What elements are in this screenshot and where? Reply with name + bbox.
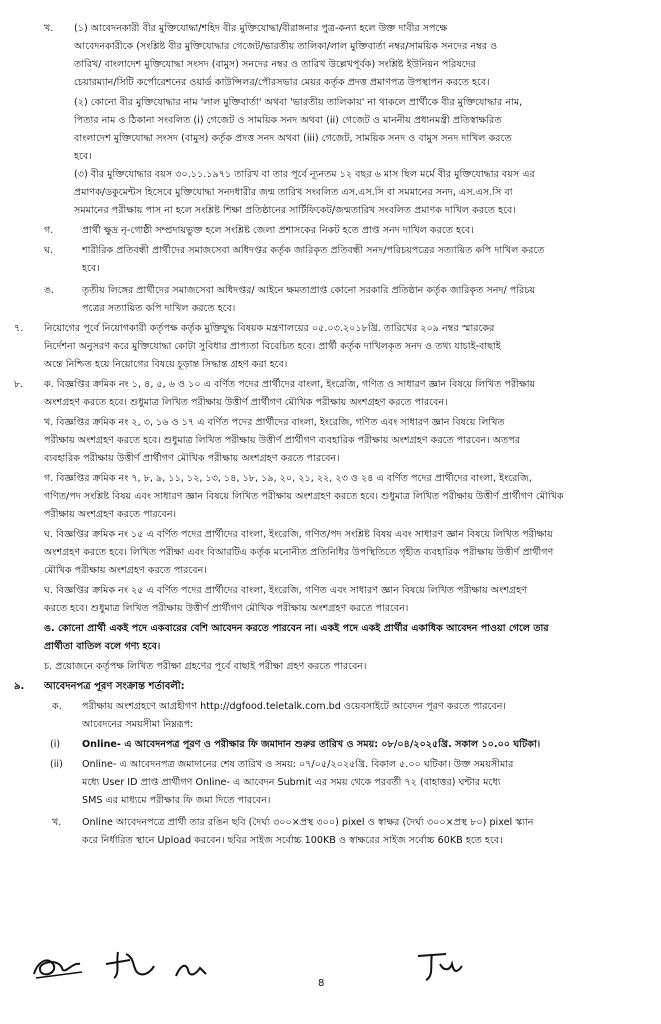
signature-mark [28, 950, 88, 984]
text-line: পরীক্ষায় অংশগ্রহণ করতে পারবেন। [44, 509, 176, 520]
text-line: মধ্যে User ID প্রাপ্ত প্রার্থীগণ Online- এ আবেদন Submit এর সময় থেকে পরবর্তী ৭২ (বাহাত্তর) ঘন্টার মধ্যে [82, 777, 501, 788]
text-line: নিয়োগের পূর্বে নিয়োগকারী কর্তৃপক্ষ কর্তৃক মুক্তিযুদ্ধ বিষয়ক মন্ত্রণালয়ের ০৫.০৩.২০১৮খ্রি. তারিখের ২০৯ নম্বর স্মারকের [44, 323, 495, 334]
text-line: ঘ. বিজ্ঞপ্তির ক্রমিক নং ১৫ এ বর্ণিত পদের প্রার্থীদের বাংলা, ইংরেজি, গণিত/পদ সংশ্লিষ্ট বিষয় এবং সাধারণ জ্ঞান বিষয়ে লিখিত পরীক্ষায় [44, 529, 553, 540]
text-line-bold: প্রার্থীতা বাতিল বলে গণ্য হবে। [44, 641, 161, 652]
text-line-bold: Online- এ আবেদনপত্র পূরণ ও পরীক্ষার ফি জমাদান শুরুর তারিখ ও সময়: ০৮/০৪/২০২৫খ্রি. সকাল ১০.০০ ঘটিকা। [82, 739, 541, 750]
text-line: ঘ. বিজ্ঞপ্তির ক্রমিক নং ২৫ এ বর্ণিত পদের প্রার্থীদের বাংলা, ইংরেজি, গণিত এবং সাধারণ জ্ঞান বিষয়ে লিখিত পরীক্ষায় অংশগ্রহণ [44, 585, 527, 596]
text-line: মৌখিক পরীক্ষায় অংশগ্রহণ করতে পারবেন। [44, 565, 207, 576]
item-marker: খ. [44, 23, 54, 34]
item-marker: (ii) [50, 759, 63, 770]
text-line: (২) কোনো বীর মুক্তিযোদ্ধার নাম 'লাল মুক্তিবার্তা' অথবা 'ভারতীয় তালিকায়' না থাকলে প্রার্থীকে বীর মুক্তিযোদ্ধার নাম, [74, 97, 523, 108]
section-number: ৮. [14, 379, 24, 390]
text-line: SMS এর মাধ্যমে পরীক্ষার ফি জমা দিতে পারবেন। [82, 795, 271, 806]
text-line: আবেদনের সময়সীমা নিম্নরূপ: [82, 719, 194, 730]
item-marker: ঙ. [44, 285, 55, 296]
text-line: প্রমাণক/ডকুমেন্টস হিসেবে মুক্তিযোদ্ধা সনদধারীর জন্ম তারিখ সংবলিত এস.এস.সি বা সমমানের সনদ, এস.এস.সি বা [74, 187, 513, 198]
text-line: হবে। [82, 263, 100, 274]
text-line: (৩) বীর মুক্তিযোদ্ধার বয়স ৩০.১১.১৯৭১ তারিখ বা তার পূর্বে ন্যূনতম ১২ বছর ৬ মাস ছিল মর্মে বীর মুক্তিযোদ্ধার বয়স এর [74, 169, 535, 180]
text-line: আবেদনকারীকে (সংশ্লিষ্ট বীর মুক্তিযোদ্ধার গেজেট/ভারতীয় তালিকা/লাল মুক্তিবার্তা নম্বর/সাময়িক সনদের নম্বর ও [74, 41, 498, 52]
text-line: Online- এ আবেদনপত্র জমাদানের শেষ তারিখ ও সময়: ০৭/০৫/২০২৫খ্রি. বিকাল ৫.০০ ঘটিকা। উক্ত সময়সীমার [82, 759, 514, 770]
text-line: পরীক্ষায় অংশগ্রহণে আগ্রহীগণ http://dgfood.teletalk.com.bd ওয়েবসাইটে আবেদন পূরণ করতে পারবেন। [82, 701, 506, 712]
section-number: ৭. [14, 323, 24, 334]
text-line: চেয়ারম্যান/সিটি কর্পোরেশনের ওয়ার্ড কাউন্সিলর/পৌরসভার মেয়র কর্তৃক প্রদত্ত প্রমাণপত্র উপস্থাপন করতে হবে। [74, 77, 490, 88]
text-line: প্রার্থী ক্ষুদ্র নৃ-গোষ্ঠী সম্প্রদায়ভুক্ত হলে সংশ্লিষ্ট জেলা প্রশাসকের নিকট হতে প্রাপ্ত সনদ দাখিল করতে হবে। [82, 225, 474, 236]
text-line-bold: ঙ. কোনো প্রার্থী একই পদে একবারের বেশি আবেদন করতে পারবেন না। একই পদে একই প্রার্থীর একাধিক আবেদন পাওয়া গেলে তার [44, 623, 549, 634]
text-line: অংশগ্রহণ করতে হবে। শুধুমাত্র লিখিত পরীক্ষায় উত্তীর্ণ প্রার্থীগণ মৌখিক পরীক্ষায় অংশগ্রহণ করতে পারবেন। [44, 397, 448, 408]
text-line: করে নির্ধারিত স্থানে Upload করবেন। ছবির সাইজ সর্বোচ্চ 100KB ও স্বাক্ষরের সাইজ সর্বোচ্চ 60KB হতে হবে। [82, 835, 503, 846]
item-marker: গ. [44, 225, 54, 236]
section-heading: আবেদনপত্র পূরণ সংক্রান্ত শর্তাবলী: [44, 681, 185, 692]
text-line: পরীক্ষায় অংশগ্রহণ করতে হবে। শুধুমাত্র লিখিত পরীক্ষায় উত্তীর্ণ প্রার্থীগণ ব্যবহারিক পরীক্ষায় অংশগ্রহণ করতে পারবেন। অতপর [44, 435, 520, 446]
text-line: সমমানের পরীক্ষায় পাস না হলে সংশ্লিষ্ট শিক্ষা প্রতিষ্ঠানের সার্টিফিকেট/জন্মতারিখ সংবলিত প্রমাণক দাখিল করতে হবে। [74, 205, 516, 216]
text-line: খ. বিজ্ঞপ্তির ক্রমিক নং ২, ৩, ১৬ ও ১৭ এ বর্ণিত পদের প্রার্থীদের বাংলা, ইংরেজি, গণিত এবং সাধারণ জ্ঞান বিষয়ে লিখিত [44, 417, 505, 428]
text-line: বাংলাদেশ মুক্তিযোদ্ধা সংসদ (বামুস) কর্তৃক প্রদত্ত সনদ অথবা (iii) গেজেট, সাময়িক সনদ ও বামুস সনদ দাখিল করতে [74, 133, 512, 144]
text-line: (১) আবেদনকারী বীর মুক্তিযোদ্ধা/শহিদ বীর মুক্তিযোদ্ধা/বীরাঙ্গনার পুত্র-কন্যা হলে উক্ত দাবীর সপক্ষে [74, 23, 448, 34]
text-line: ক. বিজ্ঞপ্তির ক্রমিক নং ১, ৪, ৫, ৬ ও ১০ এ বর্ণিত পদের প্রার্থীদের বাংলা, ইংরেজি, গণিত ও সাধারণ জ্ঞান বিষয়ে লিখিত পরীক্ষায় [44, 379, 536, 390]
signature-mark [412, 946, 468, 986]
text-line: পিতার নাম ও ঠিকানা সংবলিত (i) গেজেট ও সাময়িক সনদ অথবা (ii) গেজেট ও মাননীয় প্রধানমন্ত্রী প্রতিস্বাক্ষরিত [74, 115, 502, 126]
text-line: ব্যবহারিক পরীক্ষায় উত্তীর্ণ প্রার্থীগণ মৌখিক পরীক্ষায় অংশগ্রহণ করতে পারবেন। [44, 453, 340, 464]
text-line: নির্দেশনা অনুসরণ করে মুক্তিযোদ্ধা কোটা সুবিধার প্রাপ্যতা বিবেচিত হবে। প্রার্থী কর্তৃক দাখিলকৃত সনদ ও তথ্য যাচাই-বাছাই [44, 341, 501, 352]
item-marker: ঘ. [44, 245, 53, 256]
text-line: গ. বিজ্ঞপ্তির ক্রমিক নং ৭, ৮, ৯, ১১, ১২, ১৩, ১৪, ১৮, ১৯, ২০, ২১, ২২, ২৩ ও ২৪ এ বর্ণিত পদের প্রার্থীদের বাংলা, ইংরেজি, [44, 473, 532, 484]
text-line: তারিখ/ বাংলাদেশ মুক্তিযোদ্ধা সংসদ (বামুস) সনদের নম্বর ও তারিখ উল্লেখপূর্বক) সংশ্লিষ্ট ইউনিয়ন পরিষদের [74, 59, 476, 70]
text-line: পত্রের সত্যায়িত কপি দাখিল করতে হবে। [82, 303, 236, 314]
signature-mark [172, 956, 212, 982]
text-line: অন্তে নিশ্চিত হয়ে নিয়োগের বিষয়ে চূড়ান্ত সিদ্ধান্ত গ্রহণ করা হবে। [44, 359, 288, 370]
text-line: হবে। [74, 151, 92, 162]
section-number: ৯. [14, 681, 25, 692]
text-line: চ. প্রয়োজনে কর্তৃপক্ষ লিখিত পরীক্ষা গ্রহণের পূর্বে বাছাই পরীক্ষা গ্রহণ করতে পারবেন। [44, 661, 367, 672]
text-line: গণিত/পদ সংশ্লিষ্ট বিষয় এবং সাধারণ জ্ঞান বিষয়ে লিখিত পরীক্ষায় অংশগ্রহণ করতে হবে। শুধুমাত্র লিখিত পরীক্ষায় উত্তীর্ণ প্রার্থীগণ মৌখিক [44, 491, 564, 502]
item-marker: খ. [52, 817, 62, 828]
item-marker: ক. [52, 701, 62, 712]
text-line: অংশগ্রহণ করতে হবে। লিখিত পরীক্ষা এবং বিআরটিএ কর্তৃক মনোনীত প্রতিনিধির উপস্থিতিতে গৃহীত ব্যবহারিক পরীক্ষায় উত্তীর্ণ প্রার্থীগণ [44, 547, 554, 558]
text-line: Online আবেদনপত্রে প্রার্থী তার রঙিন ছবি (দৈর্ঘ্য ৩০০×প্রস্থ ৩০০) pixel ও স্বাক্ষর (দৈর্ঘ্য ৩০০×প্রস্থ ৮০) pixel স্ক্যান [82, 817, 534, 828]
text-line: শারীরিক প্রতিবন্ধী প্রার্থীদের সমাজসেবা অধিদপ্তর কর্তৃক জারিকৃত প্রতিবন্ধী সনদ/পরিচয়পত্রের সত্যায়িত কপি দাখিল করতে [82, 245, 545, 256]
page-number: 8 [318, 978, 325, 989]
signature-mark [96, 944, 160, 984]
item-marker: (i) [50, 739, 61, 750]
text-line: তৃতীয় লিঙ্গের প্রার্থীদের সমাজসেবা অধিদপ্তর/ আইনে ক্ষমতাপ্রাপ্ত কোনো সরকারি প্রতিষ্ঠান কর্তৃক জারিকৃত সনদ/ পরিচয় [82, 285, 536, 296]
text-line: করতে হবে। শুধুমাত্র লিখিত পরীক্ষায় উত্তীর্ণ প্রার্থীগণ মৌখিক পরীক্ষায় অংশগ্রহণ করতে পারবেন। [44, 603, 409, 614]
